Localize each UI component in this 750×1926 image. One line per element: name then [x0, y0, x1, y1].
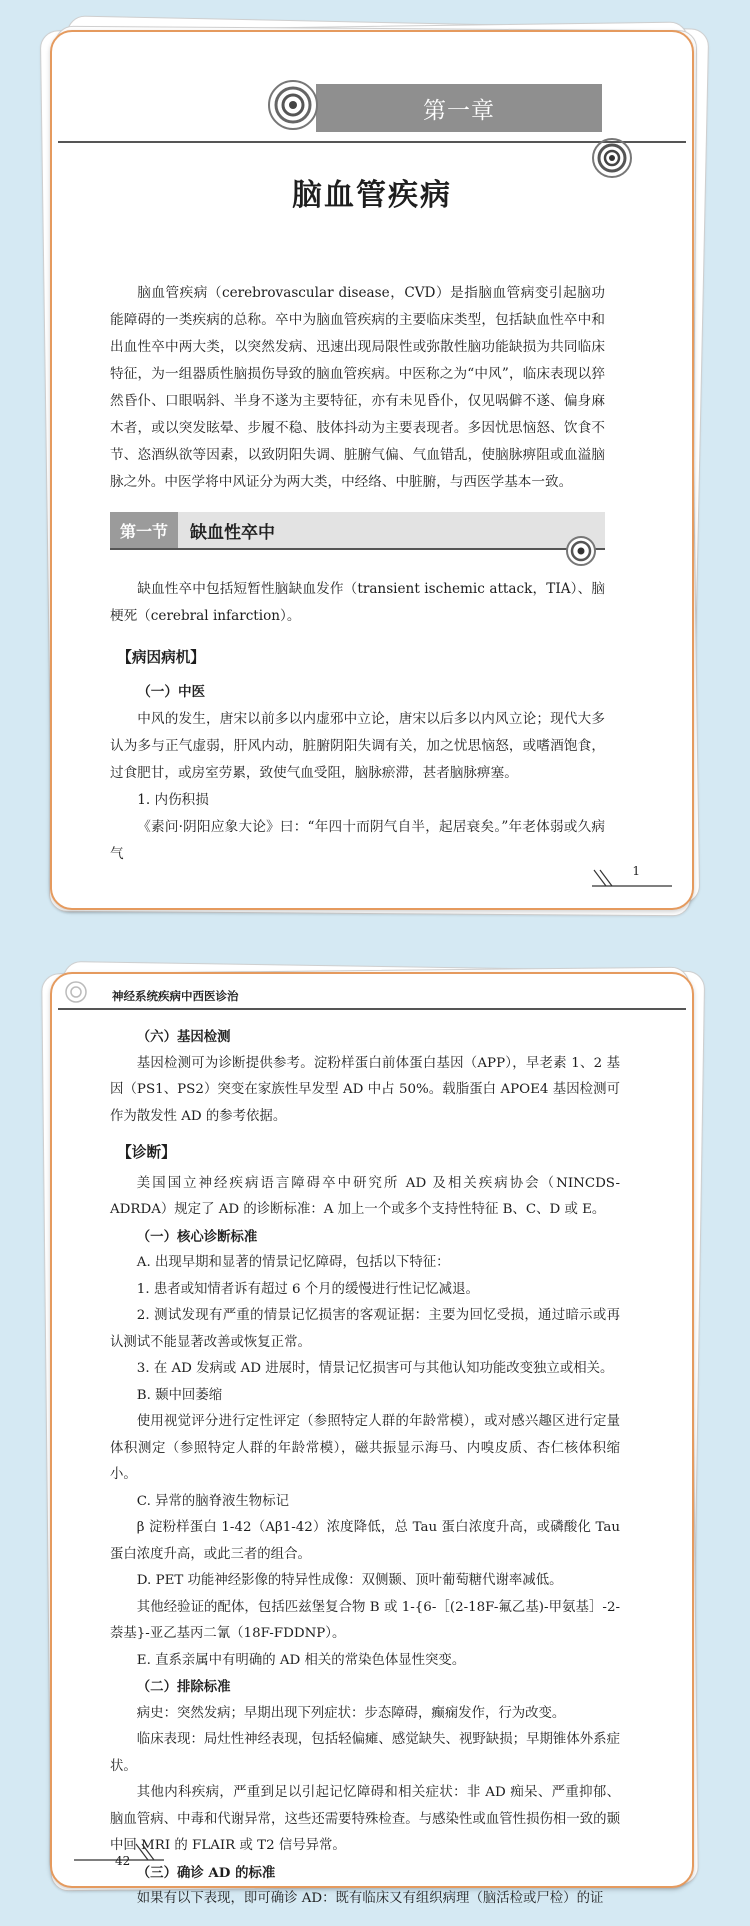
section-header — [110, 512, 605, 550]
page-number: 42 — [115, 1854, 131, 1868]
subhead-tcm: （一）中医 — [137, 684, 206, 700]
intro-text — [110, 280, 605, 496]
paragraph: 美国国立神经疾病语言障碍卒中研究所 AD 及相关疾病协会（NINCDS-ADRDA）规定了 AD 的诊断标准：A 加上一个或多个支持性特征 B、C、D 或 E。 — [110, 1175, 620, 1217]
paragraph: 1. 患者或知情者诉有超过 6 个月的缓慢进行性记忆减退。 — [136, 1281, 479, 1297]
chapter-label: 第一章 — [316, 84, 602, 132]
paragraph: 其他内科疾病，严重到足以引起记忆障碍和相关症状：非 AD 痴呆、严重抑郁、脑血管病、中毒和代谢异常，这些还需要特殊检查。与感染性或血管性损伤相一致的颞中回 MRI 的 FLAIR 或 T2 信号异常。 — [110, 1785, 620, 1853]
paragraph: 临床表现：局灶性神经表现，包括轻偏瘫、感觉缺失、视野缺损；早期锥体外系症状。 — [110, 1732, 620, 1774]
book-page-2 — [50, 972, 694, 1906]
subhead-internal-injury: 1. 内伤积损 — [137, 792, 209, 808]
paragraph: 《素问·阴阳应象大论》曰：“年四十而阴气自半，起居衰矣。”年老体弱或久病气 — [110, 819, 605, 862]
paragraph: 其他经验证的配体，包括匹兹堡复合物 B 或 1-{6-［(2-18F-氟乙基)-甲氨基］-2-萘基}-亚乙基丙二氰（18F-FDDNP）。 — [110, 1599, 620, 1641]
subheading: （六）基因检测 — [136, 1029, 231, 1045]
subheading: （一）核心诊断标准 — [136, 1228, 258, 1245]
section-body — [110, 576, 605, 868]
header-rule — [58, 1008, 686, 1010]
paragraph: E. 直系亲属中有明确的 AD 相关的常染色体显性突变。 — [136, 1652, 466, 1668]
paragraph: 2. 测试发现有严重的情景记忆损害的客观证据：主要为回忆受损，通过暗示或再认测试不能显著改善或恢复正常。 — [110, 1308, 620, 1350]
running-head: 神经系统疾病中西医诊治 — [112, 989, 239, 1003]
paragraph: A. 出现早期和显著的情景记忆障碍，包括以下特征： — [136, 1255, 450, 1270]
paragraph: D. PET 功能神经影像的特异性成像：双侧颞、顶叶葡萄糖代谢率减低。 — [136, 1573, 563, 1588]
paragraph: 病史：突然发病；早期出现下列症状：步态障碍，癫痫发作，行为改变。 — [136, 1705, 566, 1721]
subheading: （三）确诊 AD 的标准 — [136, 1864, 276, 1881]
subhead-bracket: 【病因病机】 — [117, 649, 205, 666]
paragraph: B. 颞中回萎缩 — [136, 1387, 223, 1403]
paragraph: 使用视觉评分进行定性评定（参照特定人群的年龄常模），或对感兴趣区进行定量体积测定（参照特定人群的年龄常模），磁共振显示海马、内嗅皮质、杏仁核体积缩小。 — [110, 1414, 620, 1482]
intro-paragraph: 脑血管疾病（cerebrovascular disease，CVD）是指脑血管病变引起脑功能障碍的一类疾病的总称。卒中为脑血管疾病的主要临床类型，包括缺血性卒中和出血性卒中两大类，以突然发病、迅速出现局限性或弥散性脑功能缺损为共同临床特征，为一组器质性脑损伤导致的脑血管疾病。中医称之为“中风”，临床表现以猝然昏仆、口眼㖞斜、半身不遂为主要特征，亦有未见昏仆，仅见㖞僻不遂、偏身麻木者，或以突发眩晕、步履不稳、肢体抖动为主要表现者。多因忧思恼怒、饮食不节、恣酒纵欲等因素，以致阴阳失调、脏腑气偏、气血错乱，使脑脉痹阻或血溢脑脉之外。中医学将中风证分为两大类，中经络、中脏腑，与西医学基本一致。 — [110, 285, 605, 490]
subhead-bracket: 【诊断】 — [117, 1144, 176, 1161]
section-title: 缺血性卒中 — [190, 522, 276, 543]
section-number: 第一节 — [110, 512, 178, 548]
paragraph: C. 异常的脑脊液生物标记 — [136, 1493, 289, 1509]
spiral-ornament-icon — [266, 78, 320, 132]
paragraph: 中风的发生，唐宋以前多以内虚邪中立论，唐宋以后多以内风立论；现代大多认为多与正气虚弱，肝风内动，脏腑阴阳失调有关，加之忧思恼怒，或嗜酒饱食，过食肥甘，或房室劳累，致使气血受阻，脑脉瘀滞，甚者脑脉痹塞。 — [110, 711, 605, 781]
paragraph: β 淀粉样蛋白 1-42（Aβ1-42）浓度降低，总 Tau 蛋白浓度升高，或磷酸化 Tau 蛋白浓度升高，或此三者的组合。 — [110, 1520, 620, 1562]
chapter-title: 脑血管疾病 — [292, 178, 452, 213]
paragraph: 如果有以下表现，即可确诊 AD：既有临床又有组织病理（脑活检或尸检）的证 — [136, 1891, 604, 1906]
book-page-1 — [50, 30, 694, 910]
spiral-ornament-icon — [564, 534, 598, 568]
paragraph: 基因检测可为诊断提供参考。淀粉样蛋白前体蛋白基因（APP），早老素 1、2 基因（PS1、PS2）突变在家族性早发型 AD 中占 50%。载脂蛋白 APOE4 基因检测可作为散发性 AD 的参考依据。 — [110, 1055, 620, 1124]
page-2-body — [110, 1024, 620, 1913]
paragraph: 3. 在 AD 发病或 AD 进展时，情景记忆损害可与其他认知功能改变独立或相关。 — [136, 1361, 614, 1376]
spacer — [110, 1130, 620, 1140]
section-paragraph: 缺血性卒中包括短暂性脑缺血发作（transient ischemic attack，TIA）、脑梗死（cerebral infarction）。 — [110, 581, 605, 624]
header-ornament-icon — [56, 978, 116, 1008]
subheading: （二）排除标准 — [136, 1679, 231, 1695]
page-number: 1 — [632, 864, 640, 878]
